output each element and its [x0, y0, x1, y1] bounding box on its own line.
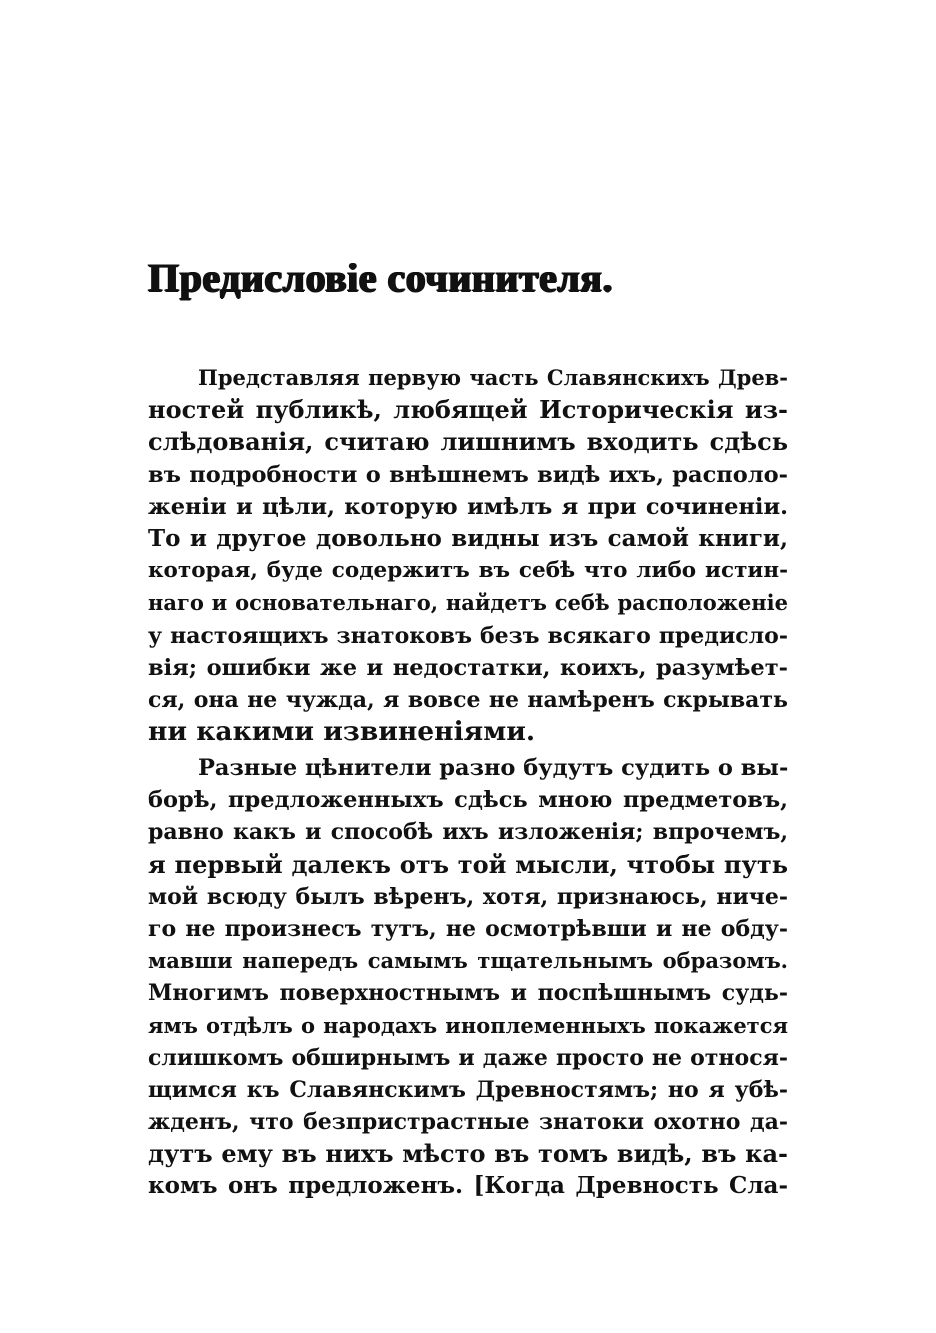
text-line: То и другое довольно видны изъ самой книги, [148, 524, 788, 552]
text-line: женіи и цѣли, которую имѣлъ я при сочиненіи. [148, 493, 788, 520]
text-line: наго и основательнаго, найдетъ себѣ расположеніе [148, 590, 788, 616]
text-line: го не произнесъ тутъ, не осмотрѣвши и не обду- [148, 915, 788, 942]
text-line: щимся къ Славянскимъ Древностямъ; но я убѣ- [148, 1076, 788, 1103]
text-line: мой всюду былъ вѣренъ, хотя, признаюсь, ниче- [148, 883, 788, 910]
text-line: комъ онъ предложенъ. [Когда Древность Сла- [148, 1172, 788, 1200]
text-line: жденъ, что безпристрастные знатоки охотно да- [148, 1109, 788, 1136]
text-line: мавши напередъ самымъ тщательнымъ образомъ. [148, 948, 788, 974]
text-line: дутъ ему въ нихъ мѣсто въ томъ видѣ, въ ка- [148, 1139, 788, 1169]
page-title: Предисловіе сочинителя. [148, 255, 613, 300]
text-line: слѣдованія, считаю лишнимъ входить сдѣсь [148, 427, 788, 457]
text-line: ностей публикѣ, любящей Историческія из- [148, 395, 788, 425]
paragraph-1 [148, 362, 788, 748]
text-line: слишкомъ обширнымъ и даже просто не относя- [148, 1044, 788, 1071]
text-line: равно какъ и способѣ ихъ изложенія; впрочемъ, [148, 819, 788, 846]
text-line: которая, буде содержитъ въ себѣ что либо истин- [148, 558, 788, 584]
text-line: Многимъ поверхностнымъ и поспѣшнымъ судь- [148, 980, 788, 1007]
text-line: въ подробности о внѣшнемъ видѣ ихъ, располо- [148, 461, 788, 488]
text-line: вія; ошибки же и недостатки, коихъ, разумѣет- [148, 654, 788, 681]
text-line: ямъ отдѣлъ о народахъ иноплеменныхъ покажется [148, 1012, 788, 1038]
text-line: Разные цѣнители разно будутъ судить о вы- [198, 755, 789, 781]
text-line: у настоящихъ знатоковъ безъ всякаго предисло- [148, 622, 788, 649]
text-line: борѣ, предложенныхъ сдѣсь мною предметовъ, [148, 787, 788, 814]
paragraph-2 [148, 752, 788, 1203]
text-line: ся, она не чужда, я вовсе не намѣренъ скрывать [148, 686, 788, 713]
text-line: Представляя первую часть Славянскихъ Древ- [198, 365, 788, 390]
text-line: я первый далекъ отъ той мысли, чтобы путь [148, 849, 788, 879]
text-line: ни какими извиненіями. [148, 716, 536, 748]
